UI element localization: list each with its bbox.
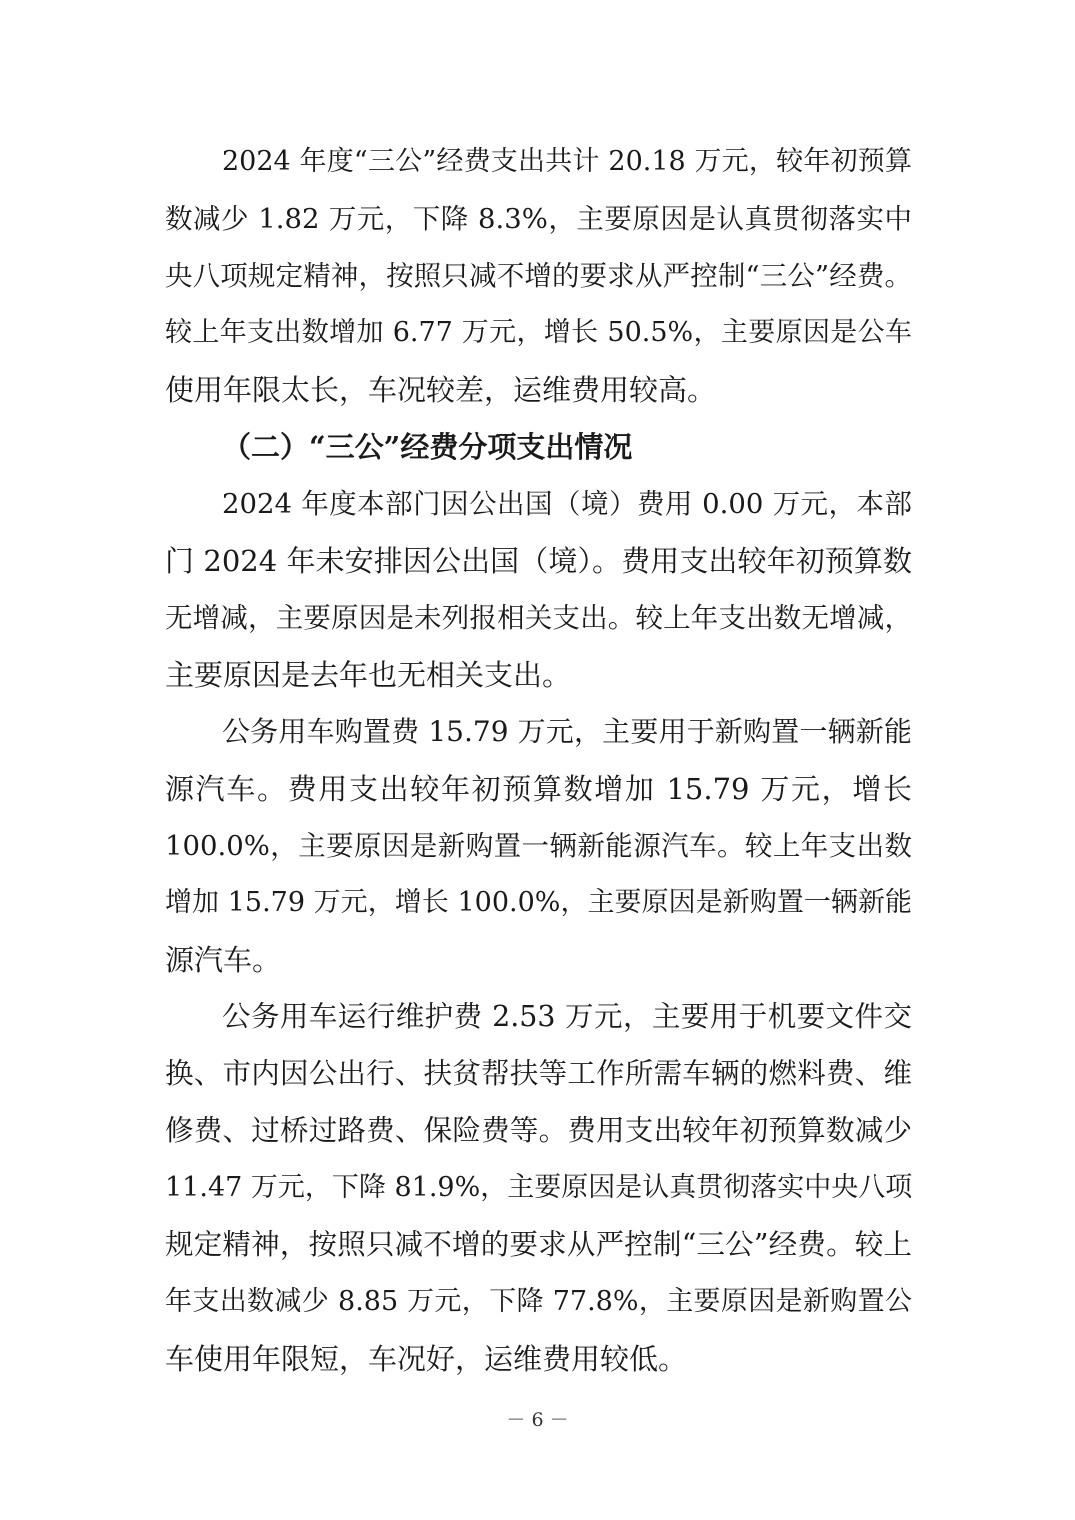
text-line: 门 2024 年未安排因公出国（境）。费用支出较年初预算数 bbox=[165, 544, 912, 578]
text-line: 数减少 1.82 万元，下降 8.3%，主要原因是认真贯彻落实中 bbox=[165, 203, 912, 235]
text-line: 100.0%，主要原因是新购置一辆新能源汽车。较上年支出数 bbox=[165, 830, 912, 862]
text-line: 源汽车。 bbox=[165, 943, 282, 977]
text-line: 源汽车。费用支出较年初预算数增加 15.79 万元，增长 bbox=[165, 772, 912, 806]
text-line: 换、市内因公出行、扶贫帮扶等工作所需车辆的燃料费、维 bbox=[165, 1057, 912, 1090]
text-line: 修费、过桥过路费、保险费等。费用支出较年初预算数减少 bbox=[165, 1114, 912, 1147]
section-heading: （二）“三公”经费分项支出情况 bbox=[222, 430, 633, 464]
text-line: 公务用车购置费 15.79 万元，主要用于新购置一辆新能 bbox=[222, 715, 912, 748]
text-line: 11.47 万元，下降 81.9%，主要原因是认真贯彻落实中央八项 bbox=[165, 1172, 913, 1203]
text-line: 2024 年度本部门因公出国（境）费用 0.00 万元，本部 bbox=[222, 488, 912, 520]
text-line: 2024 年度“三公”经费支出共计 20.18 万元，较年初预算 bbox=[222, 146, 912, 177]
text-line: 央八项规定精神，按照只减不增的要求从严控制“三公”经费。 bbox=[165, 260, 912, 292]
page-number: － 6 － bbox=[506, 1409, 569, 1431]
text-line: 公务用车运行维护费 2.53 万元，主要用于机要文件交 bbox=[222, 1000, 912, 1033]
text-line: 无增减，主要原因是未列报相关支出。较上年支出数无增减， bbox=[165, 602, 912, 634]
text-line: 车使用年限短，车况好，运维费用较低。 bbox=[165, 1342, 688, 1376]
text-line: 较上年支出数增加 6.77 万元，增长 50.5%，主要原因是公车 bbox=[165, 317, 912, 348]
text-line: 增加 15.79 万元，增长 100.0%，主要原因是新购置一辆新能 bbox=[165, 887, 912, 918]
text-line: 规定精神，按照只减不增的要求从严控制“三公”经费。较上 bbox=[165, 1228, 912, 1261]
text-line: 年支出数减少 8.85 万元，下降 77.8%，主要原因是新购置公 bbox=[165, 1286, 912, 1317]
text-line: 使用年限太长，车况较差，运维费用较高。 bbox=[165, 373, 717, 407]
text-line: 主要原因是去年也无相关支出。 bbox=[165, 658, 572, 692]
